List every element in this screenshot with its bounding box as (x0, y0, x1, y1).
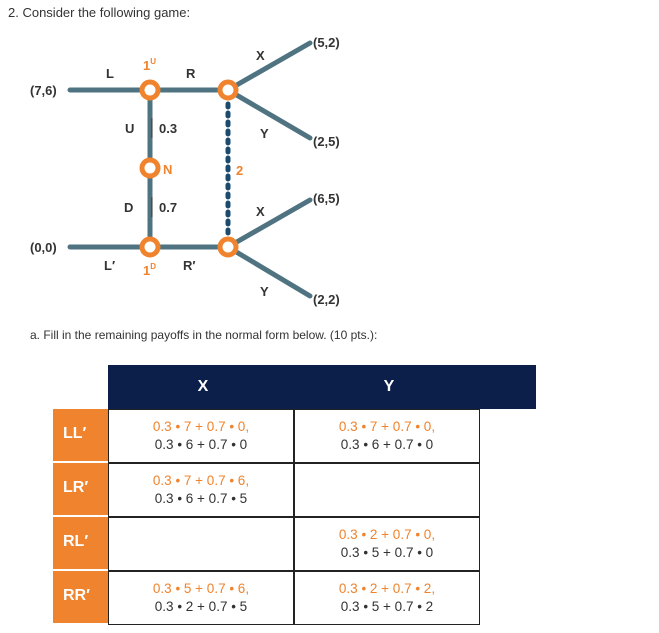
cell-line1: 0.3 • 2 + 0.7 • 0, (338, 527, 436, 542)
move-L: L (106, 66, 114, 81)
cell-line1: 0.3 • 7 + 0.7 • 6, (152, 473, 250, 488)
cell-LRp-Y (294, 463, 480, 517)
top-X: X (256, 48, 265, 63)
cell-LLp-Y (294, 409, 480, 463)
payoff-RpY: (2,2) (313, 292, 340, 307)
row-label-LRp: LR′ (53, 463, 108, 517)
node-nature (142, 160, 158, 176)
cell-line1: 0.3 • 2 + 0.7 • 2, (338, 581, 436, 596)
row-label-RRp: RR′ (53, 571, 108, 625)
label-player1-top: $1^U$ (143, 57, 157, 73)
node-player1-bottom (142, 239, 158, 255)
chance-U: U (125, 121, 135, 136)
node-player1-top (142, 82, 158, 98)
question-title: 2. Consider the following game: (8, 5, 191, 20)
move-Lp: L′ (104, 258, 116, 273)
payoff-RpX: (6,5) (313, 191, 340, 206)
node-player2-top (220, 82, 236, 98)
payoff-RX: (5,2) (313, 35, 340, 50)
row-label-RLp: RL′ (53, 517, 108, 571)
bottom-Y: Y (260, 284, 269, 299)
cell-LRp-X (108, 463, 294, 517)
label-player1-bottom: $1^D$ (143, 262, 157, 278)
cell-line2: 0.3 • 2 + 0.7 • 5 (154, 599, 248, 614)
payoff-L: (7,6) (30, 83, 57, 98)
cell-line2: 0.3 • 5 + 0.7 • 2 (340, 599, 434, 614)
col-header-X: X (197, 378, 209, 395)
label-nature: N (163, 162, 173, 177)
cell-RRp-Y (294, 571, 480, 625)
part-a-instruction: a. Fill in the remaining payoffs in the normal form below. (10 pts.): (30, 328, 378, 342)
cell-line2: 0.3 • 6 + 0.7 • 5 (154, 491, 248, 506)
row-label-LLp: LL′ (53, 409, 108, 463)
edge-top-X (228, 43, 310, 90)
cell-line1: 0.3 • 7 + 0.7 • 0, (338, 419, 436, 434)
cell-line1: 0.3 • 7 + 0.7 • 0, (152, 419, 250, 434)
cell-RRp-X (108, 571, 294, 625)
prob-D: 0.7 (159, 200, 178, 215)
payoff-RY: (2,5) (313, 134, 340, 149)
cell-line2: 0.3 • 6 + 0.7 • 0 (154, 437, 248, 452)
node-player2-bottom (220, 239, 236, 255)
col-header-Y: Y (383, 378, 395, 395)
edge-top-Y (228, 90, 310, 138)
cell-LLp-X (108, 409, 294, 463)
cell-line2: 0.3 • 6 + 0.7 • 0 (340, 437, 434, 452)
cell-line2: 0.3 • 5 + 0.7 • 0 (340, 545, 434, 560)
prob-U: 0.3 (159, 121, 178, 136)
move-R: R (186, 66, 196, 81)
edge-bottom-X (228, 200, 310, 247)
cell-RLp-X (108, 517, 294, 571)
bottom-X: X (256, 204, 265, 219)
move-Rp: R′ (183, 258, 196, 273)
payoff-Lp: (0,0) (30, 240, 57, 255)
top-Y: Y (260, 126, 269, 141)
label-player2: 2 (236, 163, 244, 178)
table-header (108, 365, 536, 409)
cell-line1: 0.3 • 5 + 0.7 • 6, (152, 581, 250, 596)
chance-D: D (124, 200, 134, 215)
edge-bottom-Y (228, 247, 310, 296)
cell-RLp-Y (294, 517, 480, 571)
